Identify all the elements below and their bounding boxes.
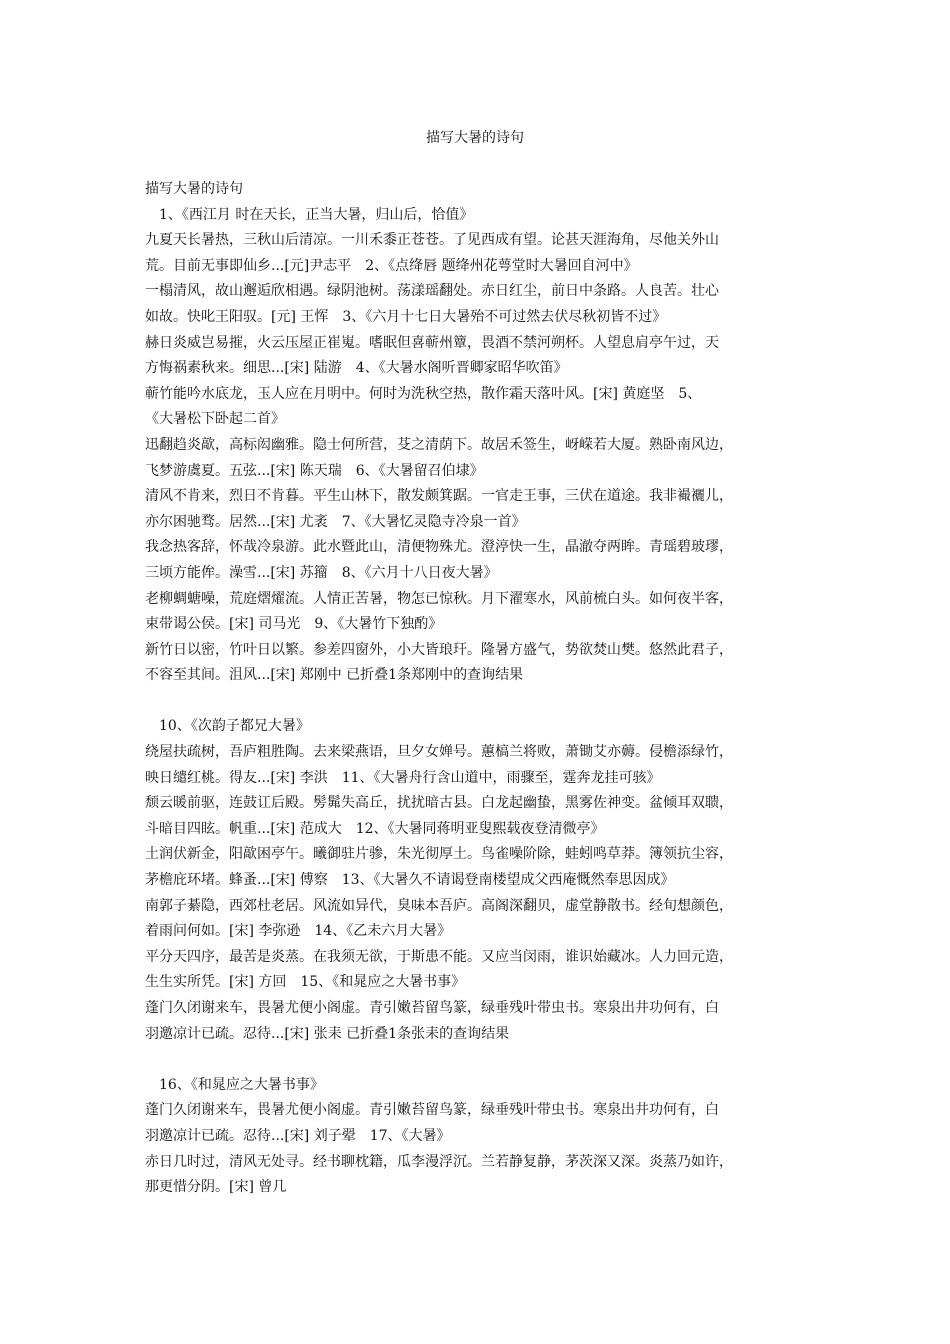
body-line: 老柳蜩螗噪，荒庭熠燿流。人情正苦暑，物怎已惊秋。月下濯寒水，风前梳白头。如何夜半客， [145, 590, 733, 607]
body-line: 赤日几时过，清风无处寻。经书聊枕籍，瓜李漫浮沉。兰若静复静，茅茨深又深。炎蒸乃如许， [145, 1153, 733, 1170]
body-line: 亦尔困驰骛。居然...[宋] 尤袤 7、《大暑忆灵隐寺冷泉一首》 [145, 513, 526, 530]
body-line: 飞梦游虞夏。五弦...[宋] 陈天瑞 6、《大暑留召伯埭》 [145, 462, 484, 479]
body-line: 16、《和晁应之大暑书事》 [145, 1076, 324, 1093]
body-line: 映日缱红桃。得友...[宋] 李洪 11、《大暑舟行含山道中，雨骤至，霆奔龙挂可骇》 [145, 769, 661, 786]
body-line: 荒。目前无事即仙乡...[元]尹志平 2、《点绛唇 题绛州花萼堂时大暑回自河中》 [145, 257, 638, 274]
body-line: 斗暗目四眩。帆重...[宋] 范成大 12、《大暑同蒋明亚叟熙载夜登清微亭》 [145, 820, 605, 837]
paragraph-gap [145, 1047, 810, 1073]
paragraph-gap [145, 689, 810, 715]
body-line: 迅翻趋炎歊，高标闳幽雅。隐士何所营，芟之清荫下。故居禾签生，岈嵘若大厦。熟卧南风边， [145, 436, 733, 453]
body-line: 那更惜分阴。[宋] 曾几 [145, 1179, 287, 1196]
body-line: 蕲竹能吟水底龙，玉人应在月明中。何时为洗秋空热，散作霜天落叶风。[宋] 黄庭坚 5、 [145, 385, 702, 402]
body-line: 清风不肯来，烈日不肯暮。平生山林下，散发颇箕踞。一官走王事，三伏在道途。我非襊襹儿， [145, 488, 733, 505]
body-line: 不容至其间。沮风...[宋] 郑刚中 已折叠1条郑刚中的查询结果 [145, 667, 524, 684]
body-line: 土润伏新金，阳歊困亭午。曦御驻片骖，朱光彻厚土。鸟雀噪阶除，蛙蚓鸣草莽。簿领抗尘容， [145, 846, 733, 863]
body-line: 南郭子綦隐，西郊杜老居。风流如异代，臭味本吾庐。高阁深翻贝，虚堂静散书。经旬想颜色， [145, 897, 733, 914]
document-body [145, 177, 810, 1201]
body-line: 赫日炎威岂易摧，火云压屋正崔嵬。嗜眠但喜蕲州簟，畏酒不禁河朔杯。人望息肩亭午过，天 [145, 334, 719, 351]
body-line: 蓬门久闭谢来车，畏暑尤便小阁虚。青引嫩苔留鸟篆，绿垂残叶带虫书。寒泉出井功何有，白 [145, 1000, 719, 1016]
body-line: 羽邀凉计已疏。忍待...[宋] 张耒 已折叠1条张耒的查询结果 [145, 1025, 510, 1042]
body-line: 平分天四序，最苦是炎蒸。在我须无欲，于斯患不能。又应当闵雨，谁识始藏冰。人力回元造， [145, 948, 733, 965]
body-line: 一榻清风，故山邂逅欣相遇。绿阴池树。荡漾瑶翻处。赤日红尘，前日中条路。人良苦。壮心 [145, 283, 719, 300]
body-line: 蓬门久闭谢来车，畏暑尤便小阁虚。青引嫩苔留鸟篆，绿垂残叶带虫书。寒泉出井功何有，白 [145, 1102, 719, 1119]
body-line: 羽邀凉计已疏。忍待...[宋] 刘子翚 17、《大暑》 [145, 1127, 451, 1144]
body-line: 茅檐庇环堵。蜂蚤...[宋] 傅察 13、《大暑久不请谒登南楼望成父西庵慨然奉思因成》 [145, 872, 675, 889]
body-line: 1、《西江月 时在天长，正当大暑，归山后，恰值》 [145, 206, 474, 223]
body-line: 绕屋扶疏树，吾庐粗胜陶。去来梁燕语，旦夕女婵号。蕙槁兰将败，萧锄艾亦薅。侵檐添绿竹， [145, 744, 733, 761]
body-line: 三顷方能侔。澡雪...[宋] 苏籀 8、《六月十八日夜大暑》 [145, 564, 498, 581]
body-line: 着雨问何如。[宋] 李弥逊 14、《乙未六月大暑》 [145, 923, 452, 940]
body-line: 10、《次韵子都兄大暑》 [145, 718, 310, 735]
document-title: 描写大暑的诗句 [426, 130, 524, 146]
body-line: 我念热客辞，怀哉冷泉游。此水暨此山，清便物殊尤。澄渟快一生，晶澈夺两眸。青瑶碧玻璆， [145, 539, 733, 556]
body-line: 九夏天长暑热，三秋山后清凉。一川禾黍正苍苍。了见西成有望。论甚天涯海角，尽他关外山 [145, 232, 719, 249]
body-line: 方悔祸素秋来。细思...[宋] 陆游 4、《大暑水阁听晋卿家昭华吹笛》 [145, 360, 568, 377]
body-line: 生生实所凭。[宋] 方回 15、《和晁应之大暑书事》 [145, 974, 466, 991]
body-line: 如故。快叱王阳驭。[元] 王恽 3、《六月十七日大暑殆不可过然去伏尽秋初皆不过》 [145, 308, 667, 325]
body-line: 束带谒公侯。[宋] 司马光 9、《大暑竹下独酌》 [145, 616, 443, 633]
body-line: 描写大暑的诗句 [145, 181, 243, 197]
body-line: 《大暑松下卧起二首》 [145, 411, 285, 428]
body-line: 颓云暖前驱，连鼓讧后殿。髣髴失高丘，扰扰暗古县。白龙起幽蛰，黑雾佐神变。盆倾耳双聩， [145, 795, 733, 812]
body-line: 新竹日以密，竹叶日以繁。参差四窗外，小大皆琅玕。隆暑方盛气，势欲焚山樊。悠然此君子， [145, 641, 733, 658]
